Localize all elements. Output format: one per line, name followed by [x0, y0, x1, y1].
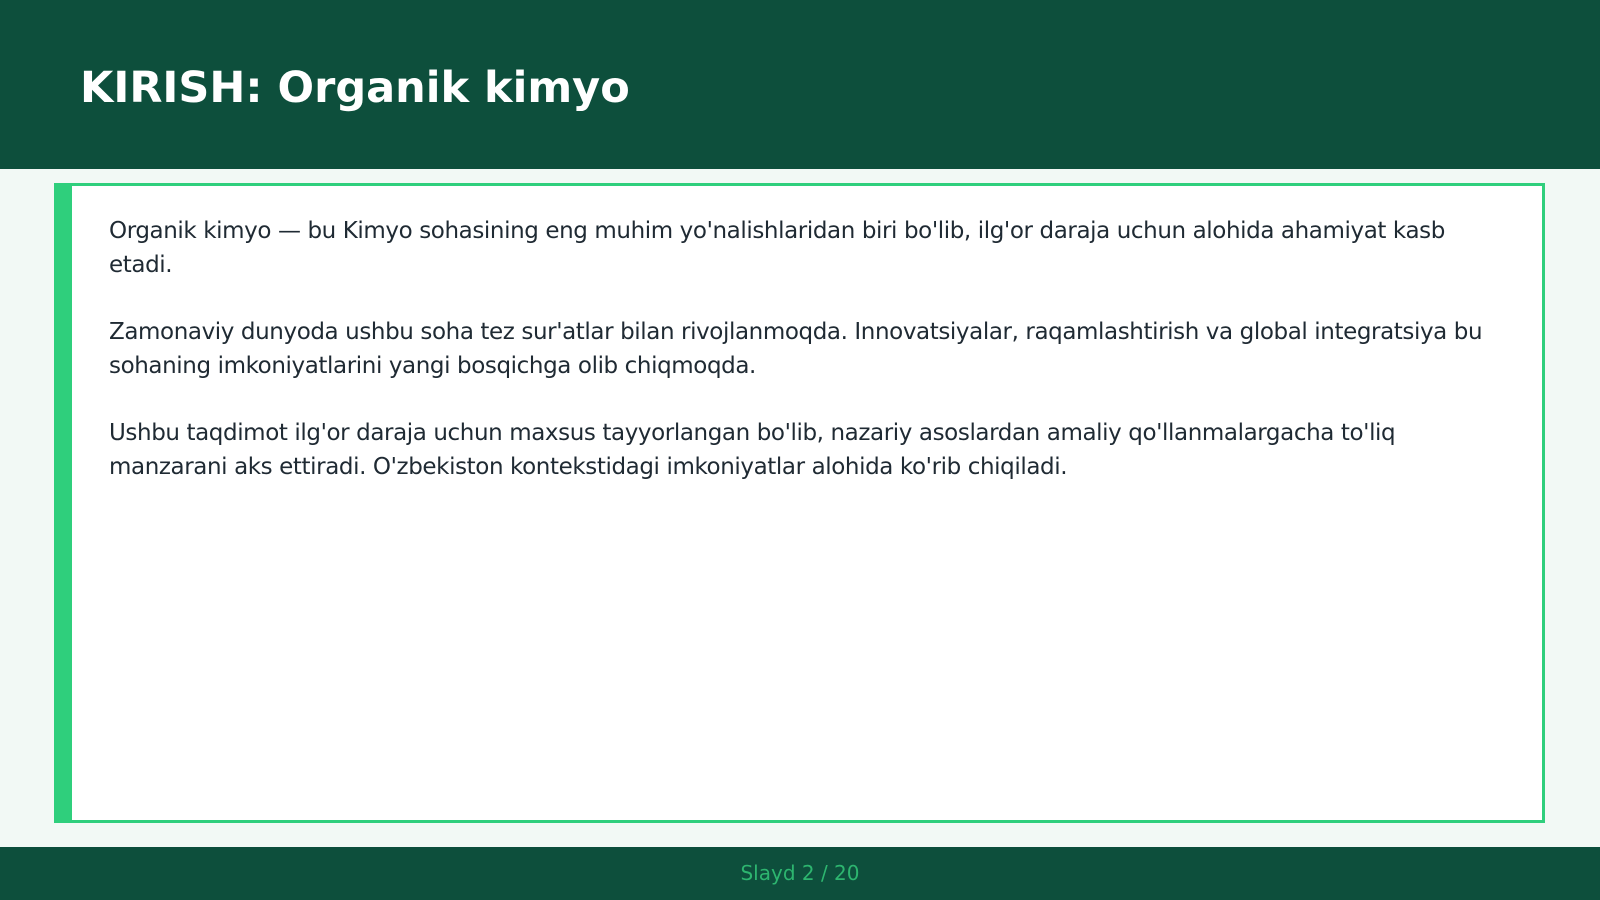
content-body [109, 214, 1509, 517]
slide-footer [0, 847, 1600, 900]
content-card [54, 183, 1545, 823]
slide-number: Slayd 2 / 20 [740, 861, 860, 885]
content-paragraph: Organik kimyo — bu Kimyo sohasining eng muhim yo'nalishlaridan biri bo'lib, ilg'or daraja uchun alohida ahamiyat kasb etadi. [109, 218, 1445, 278]
content-paragraph: Zamonaviy dunyoda ushbu soha tez sur'atlar bilan rivojlanmoqda. Innovatsiyalar, raqamlashtirish va global integratsiya bu sohaning imkoniyatlarini yangi bosqichga olib chiqmoqda. [109, 319, 1483, 379]
slide-title: KIRISH: Organik kimyo [80, 63, 630, 113]
slide-header [0, 0, 1600, 169]
content-paragraph: Ushbu taqdimot ilg'or daraja uchun maxsus tayyorlangan bo'lib, nazariy asoslardan amaliy qo'llanmalargacha to'liq manzarani aks ettiradi. O'zbekiston kontekstidagi imkoniyatlar alohida ko'rib chiqiladi. [109, 420, 1396, 480]
